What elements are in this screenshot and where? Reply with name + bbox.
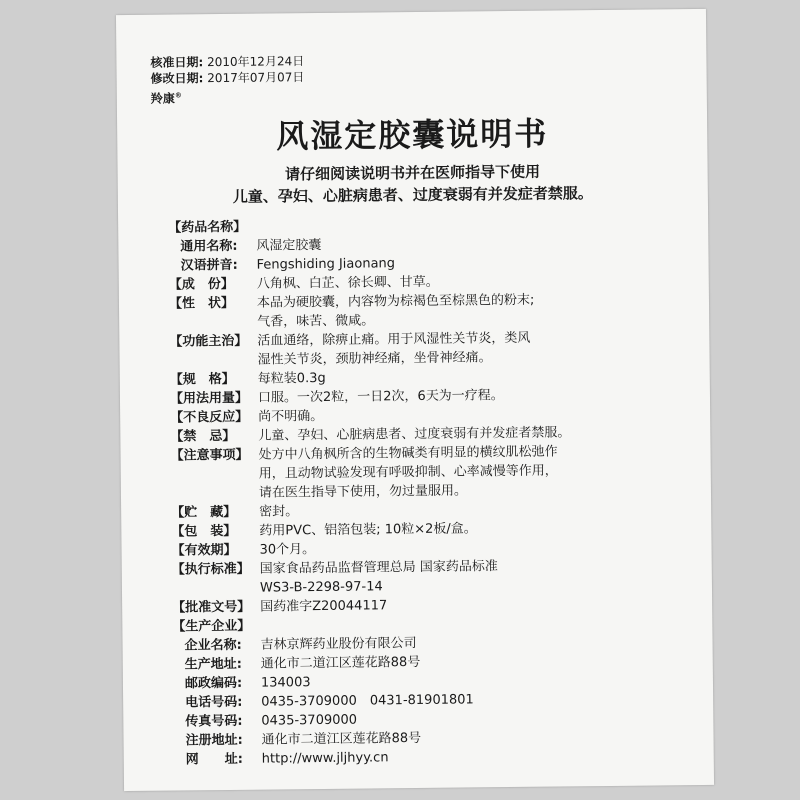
document-title: 风湿定胶囊说明书 (276, 114, 549, 156)
approval-date-line (150, 53, 304, 71)
section-value-line: 活血通络，除痹止痛。用于风湿性关节炎，类风 (257, 330, 531, 349)
section-value-line: 八角枫、白芷、徐长卿、甘草。 (256, 274, 439, 292)
section-label: 【注意事项】 (170, 447, 249, 464)
section-value (260, 555, 692, 598)
section-value (257, 327, 689, 370)
section-label: 汉语拼音: (180, 257, 238, 274)
section-label: 【执行标准】 (171, 561, 250, 578)
section-value-line: 吉林京辉药业股份有限公司 (260, 635, 417, 653)
section-value-line: 0435-3709000 (261, 712, 358, 729)
section-value-line: 0435-3709000 0431-81901801 (261, 692, 474, 710)
section-label: 【功能主治】 (169, 333, 248, 350)
section-label: 【性 状】 (168, 295, 235, 312)
section-value (258, 441, 691, 503)
section-label: 【药品名称】 (168, 219, 247, 236)
brand-name (151, 89, 182, 106)
section-label: 注册地址: (185, 732, 243, 749)
section-value-line: 用，且动物试验发现有呼吸抑制、心率减慢等作用， (258, 463, 558, 482)
section-row (169, 289, 689, 332)
section-value-line: 口服。一次2粒，一日2次，6天为一疗程。 (257, 388, 504, 406)
section-label: 【有效期】 (171, 542, 237, 559)
section-label: 通用名称: (180, 238, 238, 255)
section-value-line: 尚不明确。 (258, 408, 324, 425)
section-list (168, 213, 694, 769)
section-value-line: 湿性关节炎，颈肋神经痛，坐骨神经痛。 (257, 350, 492, 368)
modified-date-value: 2017年07月07日 (207, 70, 305, 86)
brand-text: 羚康 (150, 91, 175, 106)
section-value-line: 密封。 (259, 504, 299, 520)
section-label: 企业名称: (184, 637, 242, 654)
section-row (170, 441, 691, 503)
section-row (174, 745, 694, 769)
section-value-line: 儿童、孕妇、心脏病患者、过度衰弱有并发症者禁服。 (258, 425, 571, 444)
subtitle-contraindication: 儿童、孕妇、心脏病患者、过度衰弱有并发症者禁服。 (232, 184, 593, 206)
section-value-line: Fengshiding Jiaonang (256, 256, 396, 273)
section-row (172, 555, 692, 598)
section-value-line: 30个月。 (259, 542, 316, 558)
section-value-line: 134003 (260, 675, 311, 691)
section-label: 【生产企业】 (172, 618, 251, 635)
modified-date-label: 修改日期: (150, 71, 204, 86)
registered-mark: ® (174, 91, 182, 100)
section-label: 【贮 藏】 (171, 504, 237, 521)
subtitle-read-carefully: 请仔细阅读说明书并在医师指导下使用 (285, 162, 541, 184)
modified-date-line (151, 69, 305, 87)
section-value-line: 请在医生指导下使用，勿过量服用。 (258, 483, 468, 501)
section-label: 传真号码: (185, 713, 243, 730)
section-value-line: 每粒装0.3g (257, 370, 326, 387)
section-value-line: WS3-B-2298-97-14 (259, 579, 383, 596)
section-value-line: 本品为硬胶囊，内容物为棕褐色至棕黑色的粉末; (256, 292, 535, 311)
section-label: 电话号码: (185, 694, 243, 711)
section-label: 【规 格】 (169, 371, 235, 388)
approval-date-label: 核准日期: (150, 55, 204, 70)
section-label: 【不良反应】 (170, 409, 249, 426)
section-value-line: 处方中八角枫所含的生物碱类有明显的横纹肌松弛作 (258, 444, 558, 463)
section-label: 【用法用量】 (169, 390, 249, 407)
section-label: 网 址: (185, 751, 244, 768)
section-label: 【批准文号】 (172, 599, 251, 616)
section-row (169, 327, 689, 370)
section-value-line: 药用PVC、铝箔包装; 10粒×2板/盒。 (259, 521, 477, 539)
section-value (262, 745, 694, 769)
section-value-line: 气香，味苦、微咸。 (257, 313, 375, 330)
section-value-line: 国药准字Z20044117 (260, 598, 388, 615)
section-label: 【包 装】 (171, 523, 237, 540)
section-value-line: 通化市二道江区莲花路88号 (260, 654, 421, 672)
section-value (257, 289, 689, 332)
section-value-line: 通化市二道江区莲花路88号 (261, 730, 422, 748)
leaflet-page (116, 9, 714, 791)
section-label: 【禁 忌】 (170, 428, 236, 445)
section-label: 生产地址: (184, 656, 243, 673)
section-value-line: 风湿定胶囊 (256, 237, 322, 254)
section-label: 【成 份】 (168, 276, 234, 293)
section-value-line: 国家食品药品监督管理总局 国家药品标准 (259, 559, 498, 577)
section-value-line: http://www.jljhyy.cn (261, 750, 389, 767)
section-label: 邮政编码: (184, 675, 243, 692)
approval-date-value: 2010年12月24日 (207, 54, 305, 70)
